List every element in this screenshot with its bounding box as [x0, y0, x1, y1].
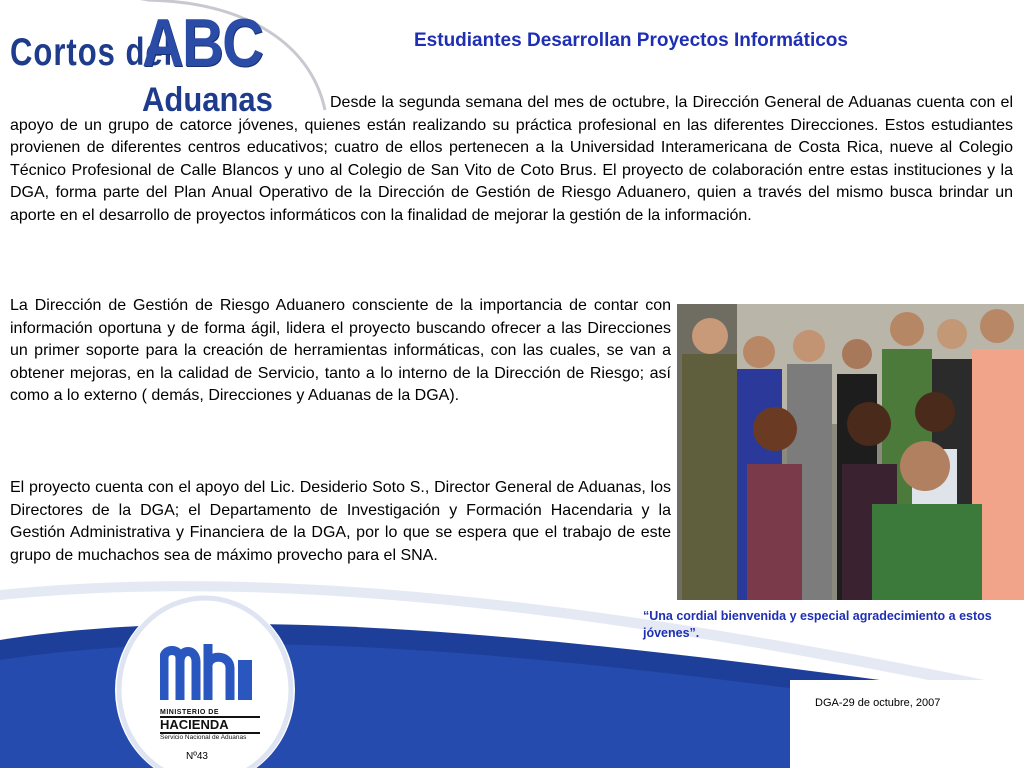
front-row-people	[747, 392, 982, 600]
hacienda-ministerio-label: MINISTERIO DE	[160, 709, 220, 716]
hacienda-servicio-label: Servicio Nacional de Aduanas	[160, 734, 247, 741]
group-photo-illustration	[677, 304, 1024, 600]
date-card	[790, 680, 1024, 768]
hacienda-logo	[160, 640, 260, 750]
photo-caption: “Una cordial bienvenida y especial agradecimiento a estos jóvenes”.	[643, 609, 992, 640]
mh-monogram-icon	[160, 640, 260, 702]
paragraph-riesgo: La Dirección de Gestión de Riesgo Aduanero consciente de la importancia de contar con información oportuna y de forma ágil, lidera el proyecto buscando ofrecer a las Direcciones un primer soporte para la creación de herramientas informáticas, con las cuales, se van a obtener mejoras, en la calidad de Servicio, tanto a lo interno de la Dirección de Riesgo; así como a lo externo ( demás, Direcciones y Aduanas de la DGA).	[10, 297, 671, 404]
paragraph-intro: Desde la segunda semana del mes de octubre, la Dirección General de Aduanas cuenta con el apoyo de un grupo de catorce jóvenes, quienes están realizando su práctica profesional en las diferentes Direcciones. Estos estudiantes provienen de diferentes centros educativos; cuatro de ellos pertenecen a la Universidad Interamericana de Costa Rica, nueve al Colegio Técnico Profesional de Calle Blancos y uno al Colegio de San Vito de Coto Brus. El proyecto de colaboración entre estas instituciones y la DGA, forma parte del Plan Anual Operativo de la Dirección de Gestión de Riesgo Aduanero, quien a través del mismo busca brindar un aporte en el desarrollo de proyectos informáticos con la finalidad de mejorar la gestión de la información.	[10, 94, 1013, 224]
logo-abc: ABC	[142, 5, 263, 81]
paragraph-apoyo: El proyecto cuenta con el apoyo del Lic. Desiderio Soto S., Director General de Aduanas, los Directores de la DGA; el Departamento de Investigación y Formación Hacendaria y la Gestión Administrativa y Financiera de la DGA, por lo que se espera que el trabajo de este grupo de muchachos sea de máximo provecho para el SNA.	[10, 479, 671, 564]
group-photo	[677, 304, 1024, 600]
logo-cortos-del: Cortos del	[10, 30, 174, 74]
publication-date: DGA-29 de octubre, 2007	[815, 697, 941, 709]
logo-aduanas: Aduanas	[142, 80, 273, 119]
hacienda-label: HACIENDA	[160, 716, 260, 734]
article-title: Estudiantes Desarrollan Proyectos Informáticos	[414, 30, 848, 51]
issue-number: Nº43	[186, 751, 208, 762]
